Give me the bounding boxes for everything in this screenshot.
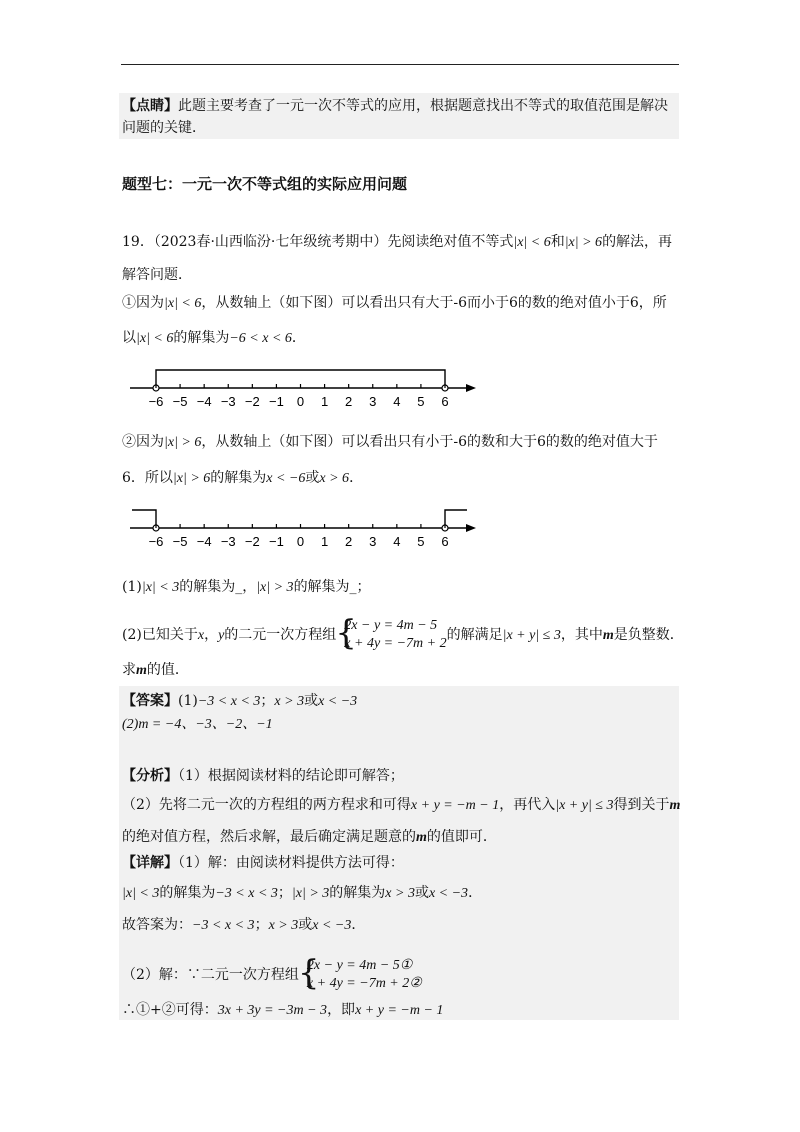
answer-line-1 [122, 691, 357, 712]
detail-2-ineq-1: |x| < 3 [122, 886, 160, 901]
tick-label: 3 [369, 534, 377, 549]
q2-end: 是负整数． [613, 627, 684, 643]
dianjing-line-2 [122, 118, 206, 138]
detail-line-1 [122, 853, 404, 873]
solution-left [132, 510, 156, 525]
answer-1-or: 或 [304, 693, 319, 709]
detail-5-eq-2: x + y = −m − 1 [355, 1003, 444, 1018]
system-2-eq-2: x + 4y = −7m + 2② [306, 976, 422, 991]
answer-1-sep: ； [260, 693, 275, 709]
q2-condition: |x + y| ≤ 3 [502, 628, 561, 643]
tick-label: 0 [296, 534, 305, 549]
q1-pre: (1) [122, 579, 142, 595]
tick-label: 6 [441, 394, 449, 409]
p1-post: ，从数轴上（如下图）可以看出只有大于-6而小于6的数的绝对值小于6，所 [201, 295, 667, 311]
q1-ineq-2: |x| > 3 [256, 580, 294, 595]
detail-5-pre: ∴①+②可得： [122, 1002, 218, 1018]
p2b-or: 或 [305, 470, 320, 486]
p2b-pre: 6．所以 [122, 470, 173, 486]
axis-arrow [466, 524, 476, 532]
p2b-mid: 的解集为 [210, 470, 267, 486]
math-abs-lt-6: |x| < 6 [513, 235, 551, 250]
detail-tag: 【详解】 [122, 855, 178, 871]
detail-2-mid-2: 的解集为 [329, 885, 386, 901]
p1b-mid: 的解集为 [173, 330, 230, 346]
dianjing-text-1: 此题主要考查了一元一次不等式的应用，根据题意找出不等式的取值范围是解决 [178, 98, 668, 114]
q2-y: y [218, 628, 225, 643]
detail-line-2 [122, 883, 482, 904]
q2b-pre: 求 [122, 662, 136, 678]
tick-label: −6 [148, 394, 164, 409]
header-rule [121, 64, 679, 65]
tick-label: 1 [320, 394, 329, 409]
q2b-end: 的值． [146, 662, 189, 678]
problem-line-1 [122, 232, 672, 253]
system-1-eq-1: 2x − y = 4m − 5 [344, 618, 438, 633]
detail-3-or: 或 [298, 917, 313, 933]
detail-2-mid-1: 的解集为 [159, 885, 216, 901]
answer-tag: 【答案】 [122, 693, 178, 709]
p1-ineq: |x| < 6 [164, 296, 202, 311]
math-abs-gt-6: |x| > 6 [564, 235, 603, 250]
detail-2-sol-3: x < −3 [428, 886, 469, 901]
q2-post: 的解满足 [446, 627, 503, 643]
analysis-line-3 [122, 827, 497, 848]
number-line-1 [120, 364, 485, 414]
question-2-cont [122, 660, 189, 681]
problem-intro-2: 解答问题． [122, 267, 192, 283]
tick-label: 4 [393, 534, 401, 549]
detail-3-pre: 故答案为： [122, 917, 192, 933]
p1b-pre: 以 [122, 330, 136, 346]
p1-pre: ①因为 [122, 295, 164, 311]
analysis-tag: 【分析】 [122, 768, 178, 784]
p2b-sol-2: x > 6 [319, 471, 350, 486]
q2b-m: m [136, 663, 147, 678]
text-and: 和 [550, 234, 565, 250]
problem-line-2 [122, 265, 192, 285]
answer-1-sol-2: x > 3 [274, 694, 305, 709]
tick-label: 4 [393, 394, 401, 409]
answer-1-pre: (1) [178, 693, 198, 709]
solution-bracket [156, 370, 445, 385]
analysis-line-1 [122, 766, 404, 786]
tick-label: −1 [269, 394, 284, 409]
analysis-2-pre: （2）先将二元一次的方程组的两方程求和可得 [122, 797, 411, 813]
tick-label: 0 [296, 394, 305, 409]
brace-icon: { [297, 953, 320, 993]
dianjing-text-2: 问题的关键． [122, 120, 206, 136]
dianjing-tag: 【点睛】 [122, 98, 178, 114]
tick-label: 6 [441, 534, 449, 549]
question-1 [122, 577, 371, 598]
tick-label: 3 [369, 394, 377, 409]
analysis-3-pre: 的绝对值方程，然后求解，最后确定满足题意的 [122, 829, 416, 845]
tick-label: 5 [417, 534, 425, 549]
analysis-line-2 [122, 795, 680, 816]
detail-5-mid: ，即 [327, 1002, 356, 1018]
number-line-2-graph [130, 510, 476, 532]
analysis-2-mid: ，再代入 [499, 797, 556, 813]
detail-3-end: ． [351, 917, 366, 933]
problem-intro-end: 的解法，再 [602, 234, 673, 250]
brace-icon: { [335, 613, 357, 653]
tick-label: −6 [148, 534, 164, 549]
q1-ineq-1: |x| < 3 [141, 580, 180, 595]
p1b-end: ． [291, 330, 306, 346]
problem-line-6 [122, 468, 363, 489]
tick-label: 2 [345, 394, 353, 409]
p2b-ineq: |x| > 6 [172, 471, 211, 486]
problem-line-4 [122, 328, 306, 349]
detail-3-sol-1: −3 < x < 3 [192, 918, 255, 933]
system-1-eq-2: x + 4y = −7m + 2 [344, 636, 447, 651]
detail-line-4 [122, 953, 422, 993]
q2-m: m [602, 628, 614, 643]
detail-5-eq: 3x + 3y = −3m − 3 [217, 1003, 328, 1018]
p1b-solution: −6 < x < 6 [229, 331, 292, 346]
detail-3-sep: ； [254, 917, 269, 933]
analysis-3-end: 的值即可． [426, 829, 497, 845]
p2-pre: ②因为 [122, 434, 164, 450]
p1b-ineq: |x| < 6 [136, 331, 174, 346]
tick-label: −1 [269, 534, 284, 549]
p2b-sol-1: x < −6 [266, 471, 306, 486]
detail-text-1: （1）解：由阅读材料提供方法可得： [178, 855, 404, 871]
q2-comma: ， [204, 627, 219, 643]
q1-mid: 的解集为_， [179, 579, 257, 595]
q2-x: x [197, 628, 205, 643]
p2-ineq: |x| > 6 [164, 435, 202, 450]
p2-post: ，从数轴上（如下图）可以看出只有小于-6的数和大于6的数的绝对值大于 [201, 434, 658, 450]
detail-4-pre: （2）解：∵二元一次方程组 [122, 967, 299, 983]
tick-label: 5 [417, 394, 425, 409]
detail-2-or: 或 [414, 885, 429, 901]
q1-end: 的解集为_； [293, 579, 371, 595]
detail-2-sol-2: x > 3 [385, 886, 415, 901]
problem-intro: 19．（2023春·山西临汾·七年级统考期中）先阅读绝对值不等式 [122, 234, 514, 250]
equation-system-1 [335, 613, 447, 653]
answer-1-sol-3: x < −3 [318, 694, 358, 709]
detail-line-5 [122, 1000, 443, 1021]
detail-2-end: ． [468, 885, 483, 901]
dianjing-line-1 [122, 96, 668, 116]
p2b-end: ． [349, 470, 364, 486]
tick-label: −4 [196, 394, 212, 409]
problem-line-5 [122, 432, 658, 453]
detail-line-3 [122, 915, 365, 936]
answer-1-sol-1: −3 < x < 3 [197, 694, 261, 709]
q2-mid: 的二元一次方程组 [224, 627, 337, 643]
section-title: 题型七：一元一次不等式组的实际应用问题 [122, 175, 408, 193]
axis-arrow [466, 384, 476, 392]
tick-label: −5 [172, 394, 188, 409]
detail-3-sol-2: x > 3 [268, 918, 299, 933]
q2-pre: (2)已知关于 [122, 627, 198, 643]
answer-line-2: (2)m = −4、−3、−2、−1 [122, 717, 273, 732]
tick-label: −4 [196, 534, 212, 549]
detail-2-sep: ； [277, 885, 292, 901]
tick-label: 1 [320, 534, 329, 549]
number-line-1-graph [130, 370, 476, 392]
number-line-2 [120, 504, 485, 554]
analysis-2-cond: |x + y| ≤ 3 [555, 798, 614, 813]
analysis-3-m: m [416, 830, 427, 845]
detail-2-ineq-2: |x| > 3 [291, 886, 330, 901]
tick-label: −2 [244, 394, 260, 409]
analysis-text-1: （1）根据阅读材料的结论即可解答； [178, 768, 404, 784]
analysis-2-m: m [669, 798, 681, 813]
tick-label: −2 [244, 534, 260, 549]
problem-line-3 [122, 293, 667, 314]
analysis-2-post: 得到关于 [613, 797, 670, 813]
analysis-2-eq: x + y = −m − 1 [410, 798, 500, 813]
solution-right [445, 510, 467, 525]
detail-2-sol-1: −3 < x < 3 [215, 886, 278, 901]
tick-label: −5 [172, 534, 188, 549]
tick-label: 2 [345, 534, 353, 549]
system-2-eq-1: 2x − y = 4m − 5① [306, 958, 413, 973]
detail-3-sol-3: x < −3 [312, 918, 352, 933]
tick-label: −3 [220, 394, 236, 409]
question-2 [122, 613, 684, 653]
tick-label: −3 [220, 534, 236, 549]
q2-post-2: ，其中 [560, 627, 603, 643]
equation-system-2 [297, 953, 422, 993]
